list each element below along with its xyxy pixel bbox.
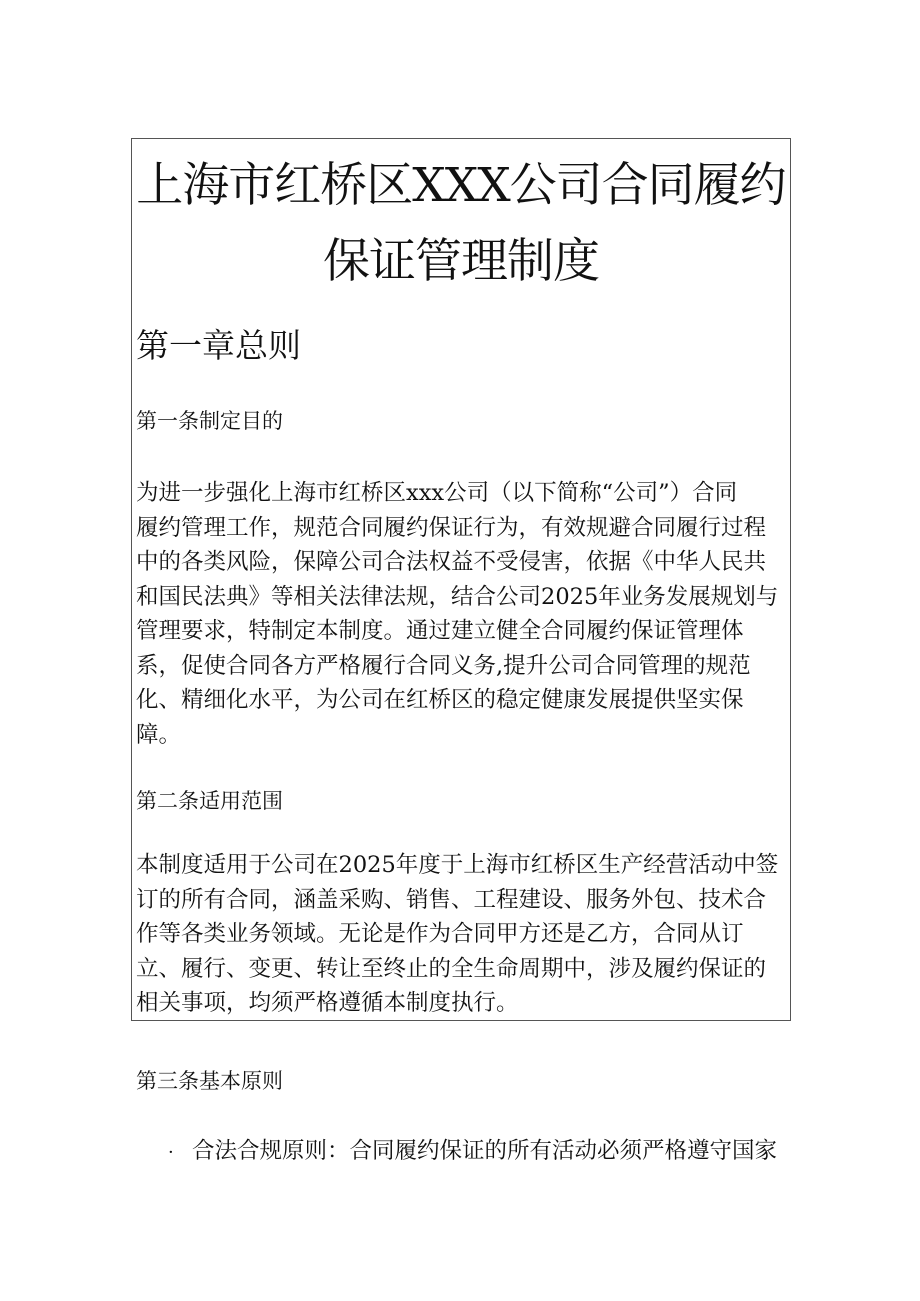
paragraph-line: 障。 <box>136 721 182 748</box>
title-line-2: 保证管理制度 <box>323 234 599 289</box>
bullet-dot-icon: · <box>168 1142 174 1163</box>
paragraph-line: 履约管理工作，规范合同履约保证行为，有效规避合同履行过程 <box>136 514 767 541</box>
paragraph-line: 中的各类风险，保障公司合法权益不受侵害，依据《中华人民共 <box>136 549 767 575</box>
paragraph-line: 化、精细化水平，为公司在红桥区的稳定健康发展提供坚实保 <box>136 687 744 713</box>
paragraph-line: 管理要求，特制定本制度。通过建立健全合同履约保证管理体 <box>136 618 744 644</box>
paragraph-line: 订的所有合同，涵盖采购、销售、工程建设、服务外包、技术合 <box>136 886 767 913</box>
document-title <box>131 148 791 300</box>
article-3-heading: 第三条基本原则 <box>136 1069 283 1093</box>
paragraph-line: 相关事项，均须严格遵循本制度执行。 <box>136 990 519 1016</box>
paragraph-line: 作等各类业务领域。无论是作为合同甲方还是乙方，合同从订 <box>136 921 744 947</box>
principle-bullet-item <box>168 1134 777 1170</box>
bullet-text: 合法合规原则：合同履约保证的所有活动必须严格遵守国家 <box>192 1138 778 1164</box>
paragraph-line: 本制度适用于公司在2025年度于上海市红桥区生产经营活动中签 <box>136 852 779 878</box>
chapter-1-heading: 第一章总则 <box>136 326 301 365</box>
article-1-paragraph <box>136 476 788 752</box>
article-1-heading: 第一条制定目的 <box>136 409 283 433</box>
article-2-heading: 第二条适用范围 <box>136 789 283 813</box>
paragraph-line: 立、履行、变更、转让至终止的全生命周期中，涉及履约保证的 <box>136 955 767 982</box>
paragraph-line: 为进一步强化上海市红桥区xxx公司（以下简称“公司”）合同 <box>136 480 738 506</box>
paragraph-line: 和国民法典》等相关法律法规，结合公司2025年业务发展规划与 <box>136 583 779 610</box>
article-2-paragraph <box>136 848 788 1021</box>
title-line-1: 上海市红桥区XXX公司合同履约 <box>136 158 786 213</box>
paragraph-line: 系，促使合同各方严格履行合同义务,提升公司合同管理的规范 <box>136 652 751 679</box>
